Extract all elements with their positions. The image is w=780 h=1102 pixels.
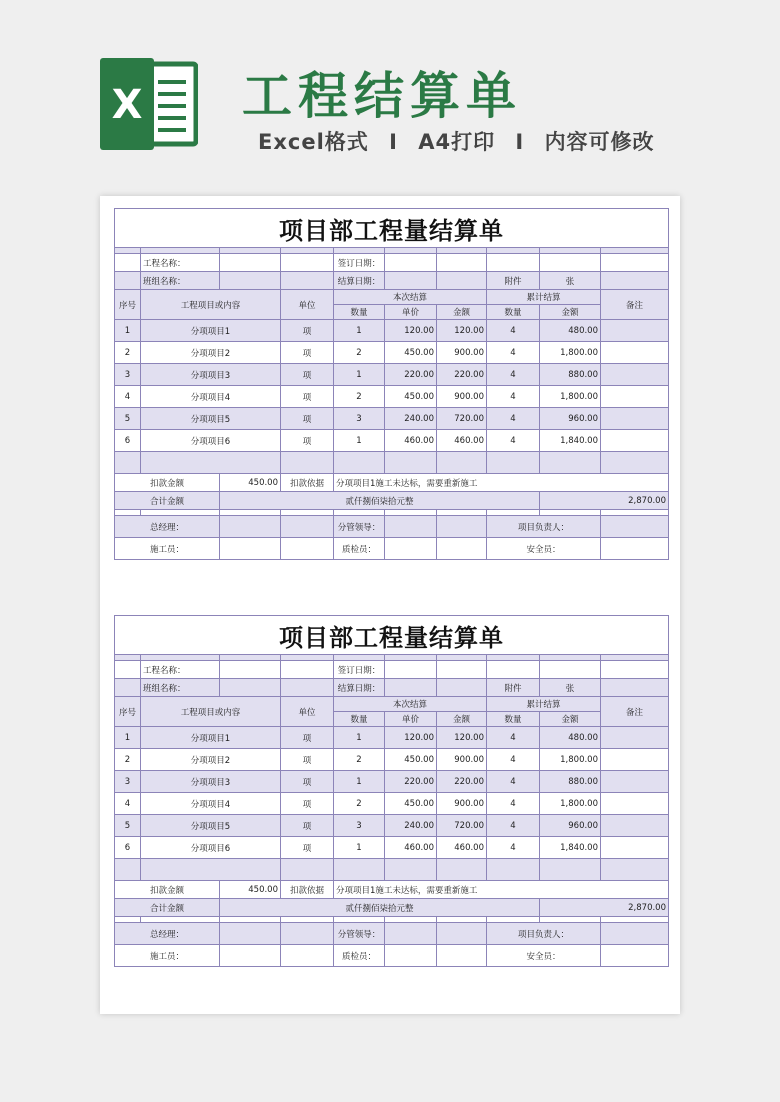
row-price: 120.00	[385, 320, 437, 342]
row-price: 460.00	[385, 837, 437, 859]
row-remark	[601, 771, 669, 793]
table-row	[115, 364, 669, 386]
col-header-cumulative: 累计结算	[487, 290, 601, 305]
subtitle-separator: I	[389, 130, 398, 154]
deduction-label: 扣款金额	[115, 474, 220, 492]
row-cum-amount: 1,800.00	[540, 342, 601, 364]
row-qty: 1	[334, 364, 385, 386]
row-no: 3	[115, 364, 141, 386]
settlement-sheet	[114, 615, 668, 967]
total-words: 贰仟捌佰柒拾元整	[220, 899, 540, 917]
table-row	[115, 452, 669, 474]
table-row	[115, 859, 669, 881]
row-no: 2	[115, 342, 141, 364]
excel-icon	[100, 58, 198, 150]
construction-worker-label: 施工员：	[115, 945, 220, 967]
sheet-title: 项目部工程量结算单	[115, 616, 669, 655]
deduction-basis: 分项项目1施工未达标，需要重新施工	[334, 474, 669, 492]
row-cum-qty: 4	[487, 408, 540, 430]
row-price: 240.00	[385, 815, 437, 837]
table-row	[115, 386, 669, 408]
row-amount: 220.00	[437, 771, 487, 793]
row-cum-amount: 880.00	[540, 771, 601, 793]
col-header-cum-amount: 金额	[540, 712, 601, 727]
row-no: 1	[115, 320, 141, 342]
project-name-label: 工程名称：	[141, 661, 220, 679]
table-row	[115, 727, 669, 749]
row-unit: 项	[281, 320, 334, 342]
row-amount: 460.00	[437, 430, 487, 452]
row-qty: 2	[334, 342, 385, 364]
row-remark	[601, 320, 669, 342]
row-no: 4	[115, 793, 141, 815]
row-qty: 1	[334, 837, 385, 859]
row-qty: 2	[334, 386, 385, 408]
row-no: 5	[115, 408, 141, 430]
row-cum-qty: 4	[487, 727, 540, 749]
row-cum-amount: 960.00	[540, 815, 601, 837]
row-remark	[601, 815, 669, 837]
row-remark	[601, 364, 669, 386]
subtitle-editable: 内容可修改	[544, 130, 655, 154]
quality-inspector-label: 质检员：	[334, 945, 385, 967]
table-row	[115, 793, 669, 815]
row-price: 450.00	[385, 386, 437, 408]
row-price: 120.00	[385, 727, 437, 749]
row-cum-qty: 4	[487, 342, 540, 364]
row-cum-amount: 1,800.00	[540, 386, 601, 408]
row-unit: 项	[281, 837, 334, 859]
row-no: 1	[115, 727, 141, 749]
table-row	[115, 771, 669, 793]
logo-letter: X	[111, 82, 143, 128]
row-qty: 2	[334, 793, 385, 815]
row-cum-amount: 960.00	[540, 408, 601, 430]
row-remark	[601, 342, 669, 364]
settle-date-label: 结算日期：	[334, 272, 385, 290]
row-item: 分项项目4	[141, 386, 281, 408]
row-item: 分项项目5	[141, 815, 281, 837]
row-cum-qty: 4	[487, 771, 540, 793]
row-unit: 项	[281, 727, 334, 749]
team-name-label: 班组名称：	[141, 272, 220, 290]
deduction-basis-label: 扣款依据	[281, 881, 334, 899]
row-amount: 720.00	[437, 408, 487, 430]
row-cum-amount: 1,800.00	[540, 749, 601, 771]
row-unit: 项	[281, 771, 334, 793]
row-no: 5	[115, 815, 141, 837]
subtitle-separator: I	[515, 130, 525, 154]
construction-worker-label: 施工员：	[115, 538, 220, 560]
table-row	[115, 815, 669, 837]
row-amount: 900.00	[437, 342, 487, 364]
subtitle-print: A4打印	[418, 130, 496, 154]
row-item: 分项项目3	[141, 364, 281, 386]
sheet-title: 项目部工程量结算单	[115, 209, 669, 248]
row-unit: 项	[281, 342, 334, 364]
table-row	[115, 320, 669, 342]
row-qty: 1	[334, 430, 385, 452]
row-qty: 3	[334, 408, 385, 430]
project-manager-label: 项目负责人：	[487, 516, 601, 538]
table-row	[115, 837, 669, 859]
subtitle	[258, 126, 655, 156]
col-header-item: 工程项目或内容	[141, 290, 281, 320]
page-title: 工程结算单	[242, 67, 522, 125]
row-cum-amount: 880.00	[540, 364, 601, 386]
settlement-sheet	[114, 208, 668, 560]
attachment-unit: 张	[540, 272, 601, 290]
col-header-cumulative: 累计结算	[487, 697, 601, 712]
row-cum-amount: 1,840.00	[540, 837, 601, 859]
row-item: 分项项目6	[141, 837, 281, 859]
row-unit: 项	[281, 749, 334, 771]
col-header-no: 序号	[115, 697, 141, 727]
table-row	[115, 749, 669, 771]
subtitle-format: Excel格式	[258, 130, 369, 154]
row-remark	[601, 837, 669, 859]
row-no: 6	[115, 430, 141, 452]
row-qty: 1	[334, 320, 385, 342]
col-header-no: 序号	[115, 290, 141, 320]
project-manager-label: 项目负责人：	[487, 923, 601, 945]
sign-date-label: 签订日期：	[334, 661, 385, 679]
col-header-current: 本次结算	[334, 290, 487, 305]
settlement-table	[114, 208, 669, 560]
col-header-unit: 单位	[281, 290, 334, 320]
row-remark	[601, 386, 669, 408]
col-header-current: 本次结算	[334, 697, 487, 712]
row-no: 3	[115, 771, 141, 793]
row-item: 分项项目5	[141, 408, 281, 430]
table-row	[115, 342, 669, 364]
row-cum-amount: 1,800.00	[540, 793, 601, 815]
table-row	[115, 408, 669, 430]
col-header-remark: 备注	[601, 697, 669, 727]
row-unit: 项	[281, 364, 334, 386]
quality-inspector-label: 质检员：	[334, 538, 385, 560]
row-cum-amount: 1,840.00	[540, 430, 601, 452]
row-price: 450.00	[385, 342, 437, 364]
col-header-cum-qty: 数量	[487, 305, 540, 320]
row-remark	[601, 749, 669, 771]
row-price: 220.00	[385, 364, 437, 386]
total-value: 2,870.00	[540, 492, 669, 510]
row-no: 2	[115, 749, 141, 771]
row-price: 450.00	[385, 793, 437, 815]
general-manager-label: 总经理：	[115, 516, 220, 538]
col-header-qty: 数量	[334, 712, 385, 727]
deduction-label: 扣款金额	[115, 881, 220, 899]
total-value: 2,870.00	[540, 899, 669, 917]
row-item: 分项项目3	[141, 771, 281, 793]
safety-officer-label: 安全员：	[487, 538, 601, 560]
deduction-basis: 分项项目1施工未达标，需要重新施工	[334, 881, 669, 899]
col-header-price: 单价	[385, 305, 437, 320]
row-cum-qty: 4	[487, 386, 540, 408]
row-item: 分项项目1	[141, 320, 281, 342]
row-unit: 项	[281, 386, 334, 408]
col-header-amount: 金额	[437, 712, 487, 727]
row-remark	[601, 430, 669, 452]
header	[0, 0, 780, 200]
row-unit: 项	[281, 430, 334, 452]
col-header-cum-amount: 金额	[540, 305, 601, 320]
col-header-remark: 备注	[601, 290, 669, 320]
sign-date-label: 签订日期：	[334, 254, 385, 272]
row-qty: 1	[334, 727, 385, 749]
row-amount: 120.00	[437, 320, 487, 342]
deduction-basis-label: 扣款依据	[281, 474, 334, 492]
row-cum-qty: 4	[487, 837, 540, 859]
row-remark	[601, 727, 669, 749]
row-amount: 900.00	[437, 749, 487, 771]
row-unit: 项	[281, 408, 334, 430]
division-leader-label: 分管领导：	[334, 923, 385, 945]
row-price: 450.00	[385, 749, 437, 771]
row-cum-qty: 4	[487, 364, 540, 386]
col-header-qty: 数量	[334, 305, 385, 320]
row-qty: 2	[334, 749, 385, 771]
safety-officer-label: 安全员：	[487, 945, 601, 967]
deduction-value: 450.00	[220, 881, 281, 899]
row-qty: 3	[334, 815, 385, 837]
row-qty: 1	[334, 771, 385, 793]
row-amount: 220.00	[437, 364, 487, 386]
document-page	[100, 196, 680, 1014]
table-row	[115, 430, 669, 452]
row-price: 460.00	[385, 430, 437, 452]
row-cum-qty: 4	[487, 320, 540, 342]
col-header-cum-qty: 数量	[487, 712, 540, 727]
row-cum-qty: 4	[487, 430, 540, 452]
row-amount: 460.00	[437, 837, 487, 859]
row-item: 分项项目6	[141, 430, 281, 452]
settlement-table	[114, 615, 669, 967]
col-header-unit: 单位	[281, 697, 334, 727]
team-name-label: 班组名称：	[141, 679, 220, 697]
row-unit: 项	[281, 815, 334, 837]
row-unit: 项	[281, 793, 334, 815]
row-amount: 120.00	[437, 727, 487, 749]
total-words: 贰仟捌佰柒拾元整	[220, 492, 540, 510]
row-amount: 720.00	[437, 815, 487, 837]
deduction-value: 450.00	[220, 474, 281, 492]
row-item: 分项项目2	[141, 749, 281, 771]
row-amount: 900.00	[437, 793, 487, 815]
row-cum-qty: 4	[487, 815, 540, 837]
attachment-unit: 张	[540, 679, 601, 697]
row-price: 240.00	[385, 408, 437, 430]
project-name-label: 工程名称：	[141, 254, 220, 272]
row-cum-qty: 4	[487, 793, 540, 815]
total-label: 合计金额	[115, 899, 220, 917]
division-leader-label: 分管领导：	[334, 516, 385, 538]
row-cum-amount: 480.00	[540, 727, 601, 749]
row-no: 6	[115, 837, 141, 859]
row-item: 分项项目2	[141, 342, 281, 364]
col-header-item: 工程项目或内容	[141, 697, 281, 727]
row-cum-qty: 4	[487, 749, 540, 771]
col-header-price: 单价	[385, 712, 437, 727]
general-manager-label: 总经理：	[115, 923, 220, 945]
settle-date-label: 结算日期：	[334, 679, 385, 697]
row-price: 220.00	[385, 771, 437, 793]
col-header-amount: 金额	[437, 305, 487, 320]
row-cum-amount: 480.00	[540, 320, 601, 342]
attachment-label: 附件	[487, 272, 540, 290]
row-item: 分项项目4	[141, 793, 281, 815]
row-remark	[601, 408, 669, 430]
row-amount: 900.00	[437, 386, 487, 408]
row-remark	[601, 793, 669, 815]
row-no: 4	[115, 386, 141, 408]
total-label: 合计金额	[115, 492, 220, 510]
attachment-label: 附件	[487, 679, 540, 697]
row-item: 分项项目1	[141, 727, 281, 749]
